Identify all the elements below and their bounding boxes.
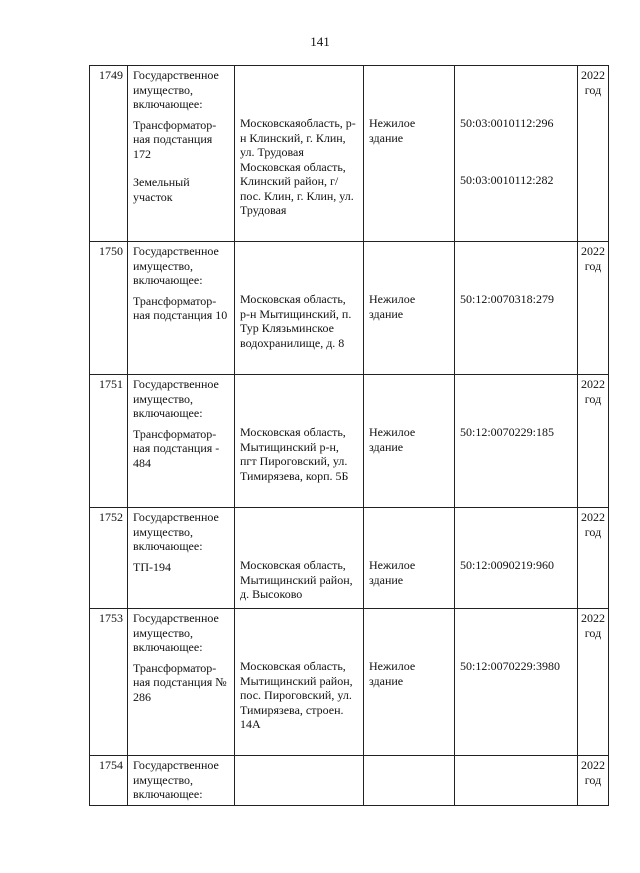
object-name: Земельный участок xyxy=(133,175,190,204)
table-row xyxy=(90,508,609,609)
row-number: 1749 xyxy=(90,66,128,242)
cadastral-cell xyxy=(455,756,578,806)
page-number: 141 xyxy=(310,34,330,49)
row-number: 1754 xyxy=(90,756,128,806)
table-row xyxy=(90,242,609,375)
cadastral-number: 50:12:0090219:960 xyxy=(460,558,555,572)
year-cell: 2022 год xyxy=(578,508,609,609)
object-type-cell xyxy=(364,242,455,375)
object-type: Нежилое здание xyxy=(369,116,416,145)
year-cell: 2022 год xyxy=(578,242,609,375)
object-type-cell xyxy=(364,609,455,756)
cadastral-cell xyxy=(455,375,578,508)
address-cell xyxy=(235,756,364,806)
cadastral-cell xyxy=(455,609,578,756)
row-number: 1752 xyxy=(90,508,128,609)
object-type: Нежилое здание xyxy=(369,425,416,454)
group-header: Государственное имущество, включающее: xyxy=(133,758,219,801)
address-cell xyxy=(235,242,364,375)
group-header: Государственное имущество, включающее: xyxy=(133,244,219,287)
cadastral-number: 50:03:0010112:296 xyxy=(460,116,554,130)
object-name: Трансформатор-ная подстанция № 286 xyxy=(133,660,227,704)
table-row xyxy=(90,609,609,756)
object-type-cell xyxy=(364,66,455,242)
address-cell xyxy=(235,375,364,508)
object-name: ТП-194 xyxy=(133,559,171,574)
group-header: Государственное имущество, включающее: xyxy=(133,68,219,111)
object-name-cell xyxy=(128,66,235,242)
object-type: Нежилое здание xyxy=(369,558,416,587)
year-cell: 2022 год xyxy=(578,756,609,806)
address: Московская область, Мытищинский район, пос. Пироговский, ул. Тимирязева, строен. 14А xyxy=(240,659,353,731)
year-cell: 2022 год xyxy=(578,375,609,508)
address-cell xyxy=(235,508,364,609)
address: Московская область, р-н Мытищинский, п. Тур Клязьминское водохранилище, д. 8 xyxy=(240,292,352,350)
object-name-cell xyxy=(128,756,235,806)
cadastral-cell xyxy=(455,66,578,242)
object-name: Трансформатор-ная подстанция - 484 xyxy=(133,426,220,470)
address: Московская область, Мытищинский район, д. Высоково xyxy=(240,558,353,601)
group-header: Государственное имущество, включающее: xyxy=(133,510,219,553)
year-cell: 2022 год xyxy=(578,609,609,756)
table-row xyxy=(90,66,609,242)
object-name-cell xyxy=(128,242,235,375)
cadastral-cell xyxy=(455,508,578,609)
object-type: Нежилое здание xyxy=(369,292,416,321)
property-table xyxy=(89,65,609,806)
object-type: Нежилое здание xyxy=(369,659,416,688)
object-name: Трансформатор-ная подстанция 10 xyxy=(133,293,228,322)
address-cell xyxy=(235,609,364,756)
row-number: 1753 xyxy=(90,609,128,756)
object-type-cell xyxy=(364,375,455,508)
object-name-cell xyxy=(128,508,235,609)
cadastral-number: 50:12:0070318:279 xyxy=(460,292,555,306)
group-header: Государственное имущество, включающее: xyxy=(133,377,219,420)
row-number: 1750 xyxy=(90,242,128,375)
cadastral-number: 50:12:0070229:3980 xyxy=(460,659,561,673)
object-name: Трансформатор-ная подстанция 172 xyxy=(133,117,217,161)
object-type-cell xyxy=(364,508,455,609)
address: Московскаяобласть, р-н Клинский, г. Клин, ул. Трудовая xyxy=(240,116,356,159)
address-cell xyxy=(235,66,364,242)
cadastral-number: 50:03:0010112:282 xyxy=(460,172,554,187)
group-header: Государственное имущество, включающее: xyxy=(133,611,219,654)
table-row xyxy=(90,756,609,806)
cadastral-cell xyxy=(455,242,578,375)
row-number: 1751 xyxy=(90,375,128,508)
object-type-cell xyxy=(364,756,455,806)
address: Московская область, Мытищинский р-н, пгт Пироговский, ул. Тимирязева, корп. 5Б xyxy=(240,425,349,483)
cadastral-number: 50:12:0070229:185 xyxy=(460,425,555,439)
year-cell: 2022 год xyxy=(578,66,609,242)
object-name-cell xyxy=(128,375,235,508)
table-row xyxy=(90,375,609,508)
address: Московская область, Клинский район, г/пос. Клин, г. Клин, ул. Трудовая xyxy=(240,159,354,217)
object-name-cell xyxy=(128,609,235,756)
